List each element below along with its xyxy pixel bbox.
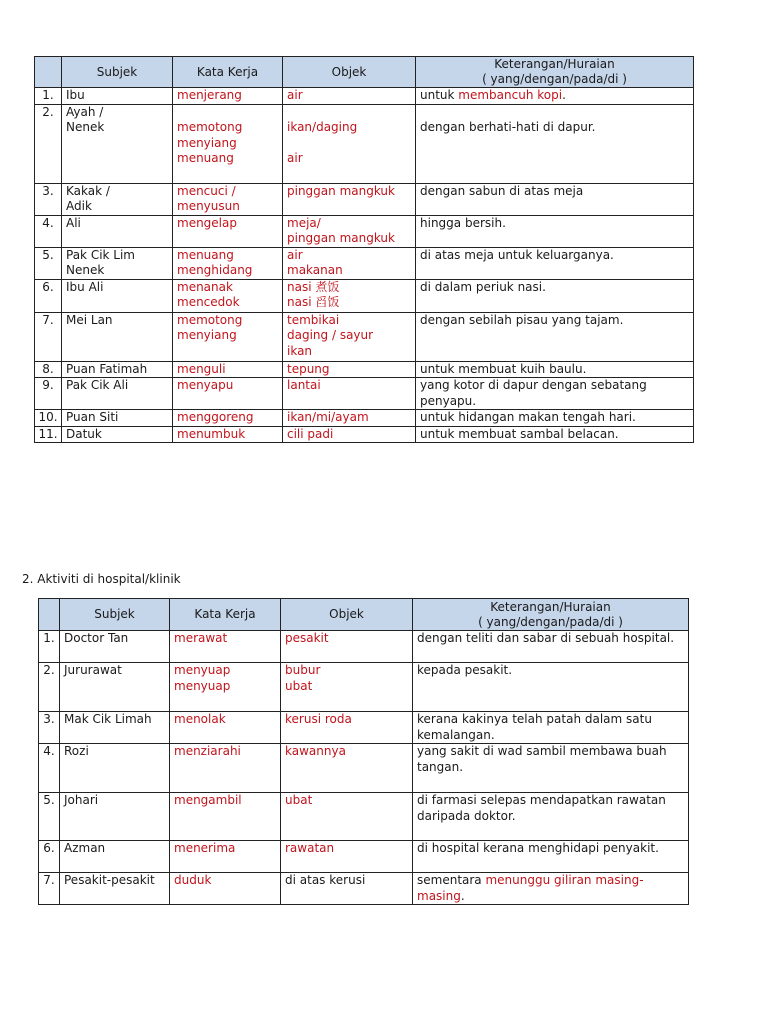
keterangan-text: dengan sebilah pisau yang tajam.: [420, 312, 624, 327]
table-row: [35, 104, 694, 183]
keterangan-text: kepada pesakit.: [417, 663, 513, 677]
keterangan-cell: [416, 426, 694, 443]
subjek-cell: Puan Siti: [62, 410, 173, 427]
kata-kerja-cell: menggoreng: [173, 410, 283, 427]
keterangan-cell: [413, 841, 689, 873]
keterangan-end: .: [562, 88, 566, 102]
keterangan-end: .: [460, 888, 465, 903]
keterangan-text: yang kotor di dapur dengan sebatang penyapu.: [420, 378, 647, 408]
col-subjek-header: Subjek: [60, 599, 170, 631]
subjek-cell: Doctor Tan: [60, 631, 170, 663]
keterangan-cell: [416, 279, 694, 312]
subjek-cell: Johari: [60, 793, 170, 841]
subjek-cell: Azman: [60, 841, 170, 873]
hospital-activity-table: [38, 598, 689, 905]
objek-cell: pesakit: [281, 631, 413, 663]
row-number: 1.: [39, 631, 60, 663]
keterangan-text: di atas meja untuk keluarganya.: [420, 247, 614, 262]
keterangan-text: dengan sabun di atas meja: [420, 183, 584, 198]
keterangan-cell: [416, 361, 694, 378]
subjek-cell: Ayah / Nenek: [62, 104, 173, 183]
row-number: 6.: [39, 841, 60, 873]
kata-kerja-cell: menyuap menyuap: [170, 663, 281, 712]
row-number: 5.: [35, 247, 62, 279]
keterangan-highlight: membancuh kopi: [458, 88, 563, 102]
subjek-cell: Mei Lan: [62, 312, 173, 361]
kata-kerja-cell: menanak mencedok: [173, 279, 283, 312]
row-number: 7.: [39, 873, 60, 905]
keterangan-cell: [416, 378, 694, 410]
table-row: [35, 279, 694, 312]
keterangan-cell: [413, 631, 689, 663]
kata-kerja-cell: menguli: [173, 361, 283, 378]
row-number: 2.: [39, 663, 60, 712]
table-row: [35, 361, 694, 378]
kata-kerja-cell: memotong menyiang menuang: [173, 104, 283, 183]
col-objek-header: Objek: [283, 57, 416, 88]
col-objek-header: Objek: [281, 599, 413, 631]
col-kata-kerja-header: Kata Kerja: [173, 57, 283, 88]
table-row: [39, 873, 689, 905]
row-number: 4.: [35, 215, 62, 247]
col-num-header: [39, 599, 60, 631]
keterangan-cell: [413, 663, 689, 712]
objek-cell: di atas kerusi: [281, 873, 413, 905]
keterangan-cell: [413, 793, 689, 841]
keterangan-cell: [413, 712, 689, 744]
keterangan-cell: [416, 312, 694, 361]
objek-cell: ubat: [281, 793, 413, 841]
table-row: [39, 712, 689, 744]
subjek-cell: Ali: [62, 215, 173, 247]
subjek-cell: Ibu: [62, 88, 173, 105]
keterangan-cell: [416, 183, 694, 215]
kata-kerja-cell: merawat: [170, 631, 281, 663]
keterangan-text: untuk membuat kuih baulu.: [420, 361, 587, 376]
table-row: [35, 312, 694, 361]
subjek-cell: Pesakit-pesakit: [60, 873, 170, 905]
table-row: [35, 183, 694, 215]
row-number: 7.: [35, 312, 62, 361]
col-num-header: [35, 57, 62, 88]
keterangan-text: yang sakit di wad sambil membawa buah tangan.: [417, 744, 667, 774]
table-row: [35, 215, 694, 247]
kata-kerja-cell: menumbuk: [173, 426, 283, 443]
table-row: [39, 631, 689, 663]
table-row: [35, 247, 694, 279]
col-keterangan-header: Keterangan/Huraian ( yang/dengan/pada/di ): [416, 57, 694, 88]
objek-cell: tepung: [283, 361, 416, 378]
row-number: 3.: [39, 712, 60, 744]
objek-cell: lantai: [283, 378, 416, 410]
subjek-cell: Puan Fatimah: [62, 361, 173, 378]
keterangan-text: di hospital kerana menghidapi penyakit.: [417, 841, 659, 855]
keterangan-text: hingga bersih.: [420, 215, 506, 230]
keterangan-text: dengan teliti dan sabar di sebuah hospital.: [417, 631, 675, 645]
kata-kerja-cell: mencuci / menyusun: [173, 183, 283, 215]
keterangan-text: untuk: [420, 88, 459, 102]
objek-cell: kerusi roda: [281, 712, 413, 744]
keterangan-text: untuk hidangan makan tengah hari.: [420, 410, 636, 424]
keterangan-cell: [416, 104, 694, 183]
table-row: [35, 410, 694, 427]
keterangan-text: sementara: [417, 873, 486, 887]
kata-kerja-cell: menyapu: [173, 378, 283, 410]
kata-kerja-cell: menolak: [170, 712, 281, 744]
keterangan-text: kerana kakinya telah patah dalam satu kemalangan.: [417, 712, 652, 742]
objek-cell: tembikai daging / sayur ikan: [283, 312, 416, 361]
keterangan-cell: [413, 873, 689, 905]
row-number: 1.: [35, 88, 62, 105]
objek-cell: nasi 煮饭 nasi 舀饭: [283, 279, 416, 312]
keterangan-cell: [413, 744, 689, 793]
objek-cell: air makanan: [283, 247, 416, 279]
subjek-cell: Ibu Ali: [62, 279, 173, 312]
col-subjek-header: Subjek: [62, 57, 173, 88]
subjek-cell: Pak Cik Ali: [62, 378, 173, 410]
keterangan-text: di dalam periuk nasi.: [420, 279, 546, 294]
objek-cell: kawannya: [281, 744, 413, 793]
table-row: [39, 793, 689, 841]
subjek-cell: Rozi: [60, 744, 170, 793]
keterangan-cell: [416, 247, 694, 279]
kata-kerja-cell: menziarahi: [170, 744, 281, 793]
objek-cell: pinggan mangkuk: [283, 183, 416, 215]
subjek-cell: Pak Cik Lim Nenek: [62, 247, 173, 279]
keterangan-cell: [416, 410, 694, 427]
table-row: [35, 426, 694, 443]
table-row: [39, 841, 689, 873]
row-number: 9.: [35, 378, 62, 410]
kata-kerja-cell: mengambil: [170, 793, 281, 841]
objek-cell: air: [283, 88, 416, 105]
kata-kerja-cell: duduk: [170, 873, 281, 905]
section-2-title: 2. Aktiviti di hospital/klinik: [22, 572, 181, 586]
objek-cell: ikan/mi/ayam: [283, 410, 416, 427]
row-number: 6.: [35, 279, 62, 312]
objek-cell: rawatan: [281, 841, 413, 873]
subjek-cell: Datuk: [62, 426, 173, 443]
kata-kerja-cell: menuang menghidang: [173, 247, 283, 279]
objek-cell: meja/ pinggan mangkuk: [283, 215, 416, 247]
kata-kerja-cell: mengelap: [173, 215, 283, 247]
objek-cell: bubur ubat: [281, 663, 413, 712]
keterangan-text: di farmasi selepas mendapatkan rawatan daripada doktor.: [417, 793, 666, 823]
kata-kerja-cell: menjerang: [173, 88, 283, 105]
subjek-cell: Jururawat: [60, 663, 170, 712]
keterangan-cell: [416, 88, 694, 105]
keterangan-cell: [416, 215, 694, 247]
table-row: [35, 88, 694, 105]
table-row: [35, 378, 694, 410]
subjek-cell: Kakak / Adik: [62, 183, 173, 215]
keterangan-text: untuk membuat sambal belacan.: [420, 426, 619, 441]
keterangan-text: dengan berhati-hati di dapur.: [420, 120, 596, 134]
row-number: 5.: [39, 793, 60, 841]
table-row: [39, 663, 689, 712]
subjek-cell: Mak Cik Limah: [60, 712, 170, 744]
keterangan-highlight: menunggu giliran masing- masing: [417, 873, 644, 903]
kitchen-activity-table: [34, 56, 694, 443]
col-keterangan-header: Keterangan/Huraian ( yang/dengan/pada/di ): [413, 599, 689, 631]
row-number: 11.: [35, 426, 62, 443]
kata-kerja-cell: memotong menyiang: [173, 312, 283, 361]
row-number: 2.: [35, 104, 62, 183]
table-row: [39, 744, 689, 793]
row-number: 4.: [39, 744, 60, 793]
row-number: 8.: [35, 361, 62, 378]
row-number: 10.: [35, 410, 62, 427]
objek-cell: cili padi: [283, 426, 416, 443]
row-number: 3.: [35, 183, 62, 215]
col-kata-kerja-header: Kata Kerja: [170, 599, 281, 631]
objek-cell: ikan/daging air: [283, 104, 416, 183]
kata-kerja-cell: menerima: [170, 841, 281, 873]
